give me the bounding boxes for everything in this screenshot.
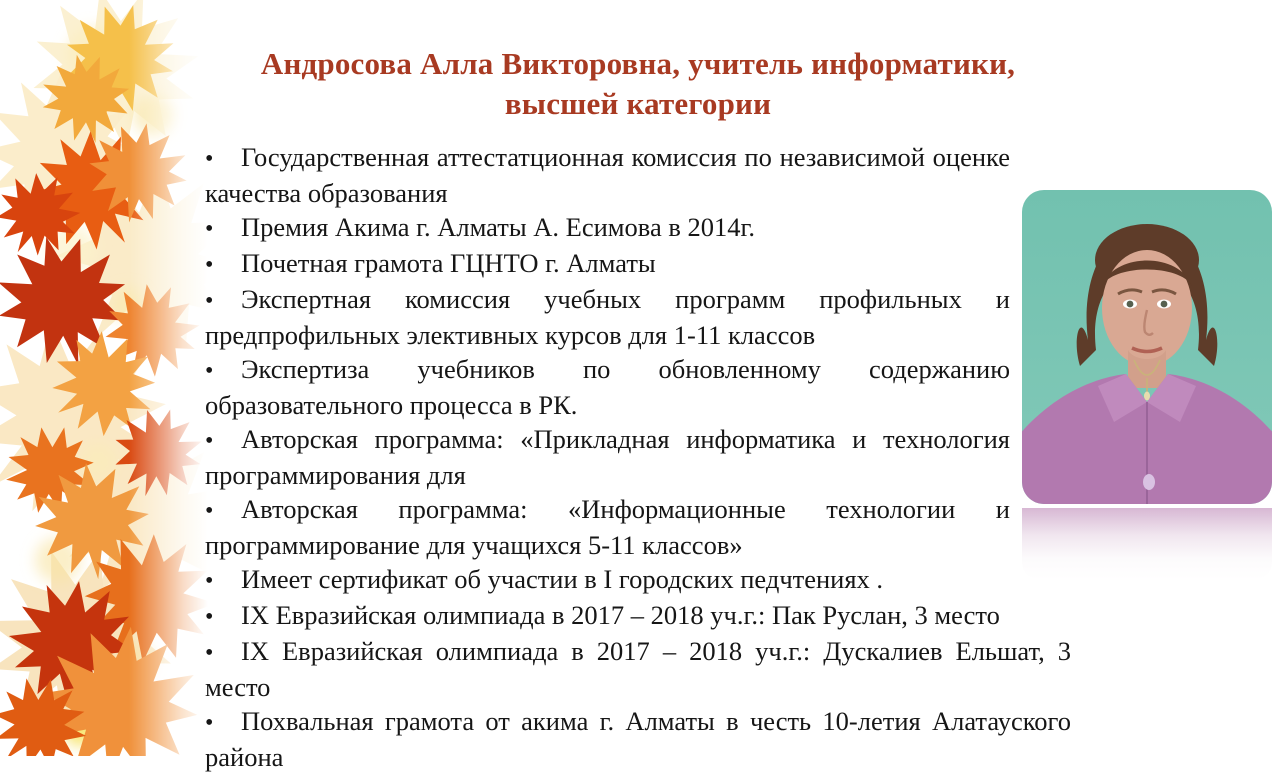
list-item (205, 246, 1071, 282)
list-item (205, 492, 1071, 562)
photo-reflection (1022, 508, 1272, 580)
bullet-text: Имеет сертификат об участии в I городских педчтениях . (241, 564, 884, 594)
bullet-text: Государственная аттестатционная комиссия по независимой оценке качества образования (205, 142, 1010, 208)
bullet-marker: • (205, 216, 214, 242)
title-line-1: Андросова Алла Викторовна, учитель информатики, (260, 46, 1016, 81)
list-item (205, 598, 1071, 634)
title-line-2: высшей категории (504, 86, 772, 121)
bullet-marker: • (205, 604, 214, 630)
bullet-marker: • (205, 568, 214, 594)
fade-to-white-overlay (0, 0, 208, 756)
bullet-marker: • (205, 428, 214, 454)
teacher-photo (1022, 190, 1272, 580)
bullet-text: Экспертиза учебников по обновленному содержанию образовательного процесса в РК. (205, 354, 1010, 420)
bullet-text: Авторская программа: «Прикладная информатика и технология программирования для (205, 424, 1010, 490)
bullet-marker: • (205, 288, 214, 314)
list-item (205, 704, 1071, 774)
bullet-marker: • (205, 252, 214, 278)
bullet-marker: • (205, 640, 214, 666)
list-item (205, 562, 1071, 598)
bullet-text: Почетная грамота ГЦНТО г. Алматы (241, 248, 656, 278)
achievements-list (205, 140, 1071, 774)
list-item (205, 282, 1071, 352)
page-title (205, 44, 1071, 124)
bullet-text: Экспертная комиссия учебных программ профильных и предпрофильных элективных курсов для 1-11 классов (205, 284, 1010, 350)
bullet-text: IX Евразийская олимпиада в 2017 – 2018 уч.г.: Пак Руслан, 3 место (241, 600, 1000, 630)
bullet-marker: • (205, 146, 214, 172)
bullet-text: Похвальная грамота от акима г. Алматы в честь 10-летия Алатауского района (205, 706, 1071, 772)
bullet-marker: • (205, 710, 214, 736)
bullet-marker: • (205, 498, 214, 524)
list-item (205, 634, 1071, 704)
list-item (205, 352, 1071, 422)
bullet-marker: • (205, 358, 214, 384)
list-item (205, 140, 1071, 210)
bullet-text: Авторская программа: «Информационные технологии и программирование для учащихся 5-11 классов» (205, 494, 1010, 560)
portrait-frame (1022, 190, 1272, 504)
list-item (205, 210, 1071, 246)
list-item (205, 422, 1071, 492)
bullet-text: Премия Акима г. Алматы А. Есимова в 2014г. (241, 212, 755, 242)
bullet-text: IX Евразийская олимпиада в 2017 – 2018 уч.г.: Дускалиев Ельшат, 3 место (205, 636, 1071, 702)
autumn-leaves-decoration (0, 0, 208, 756)
